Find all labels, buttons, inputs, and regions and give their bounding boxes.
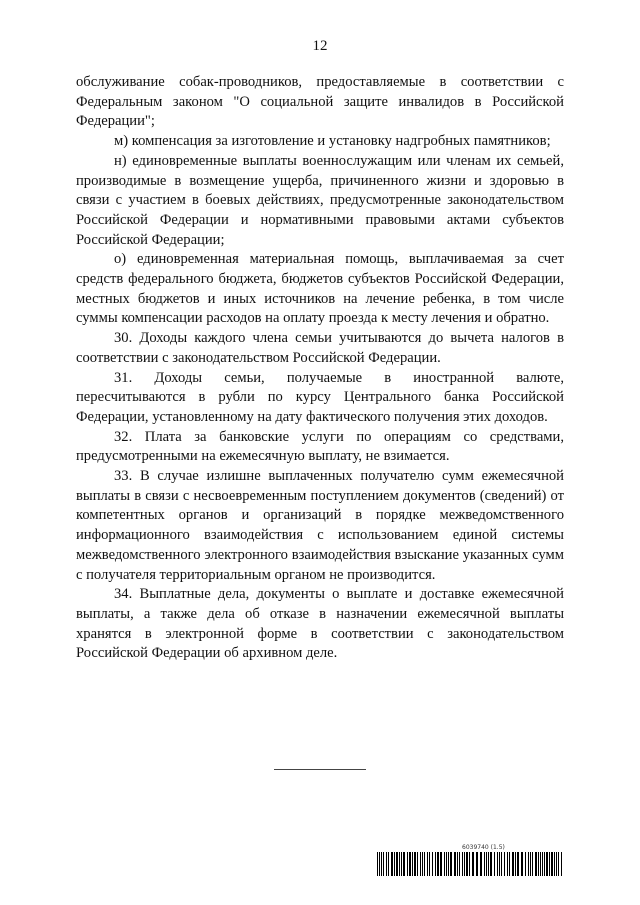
barcode-number: 6039740 (1.5) (462, 844, 505, 851)
document-body (76, 73, 564, 664)
paragraph-item-o: о) единовременная материальная помощь, выплачиваемая за счет средств федерального бюджета, бюджетов субъектов Российской Федерации, местных бюджетов и иных источников на лечение ребенка, в том числе суммы компенсации расходов на оплату проезда к месту лечения и обратно. (76, 251, 564, 327)
paragraph-continuation: обслуживание собак-проводников, предоставляемые в соответствии с Федеральным законом "О социальной защите инвалидов в Российской Федерации"; (76, 74, 564, 130)
end-divider-line (274, 769, 366, 770)
paragraph-33: 33. В случае излишне выплаченных получателю сумм ежемесячной выплаты в связи с несвоевременным поступлением документов (сведений) от компетентных органов и организаций в порядке межведомственного информационного взаимодействия с использованием единой системы межведомственного электронного взаимодействия взыскание указанных сумм с получателя территориальным органом не производится. (76, 468, 564, 583)
paragraph-31: 31. Доходы семьи, получаемые в иностранной валюте, пересчитываются в рубли по курсу Центрального банка Российской Федерации, установленному на дату фактического получения этих доходов. (76, 369, 564, 425)
paragraph-30: 30. Доходы каждого члена семьи учитываются до вычета налогов в соответствии с законодательством Российской Федерации. (76, 330, 564, 366)
barcode-icon (377, 852, 563, 876)
paragraph-item-m: м) компенсация за изготовление и установку надгробных памятников; (114, 133, 551, 150)
paragraph-34: 34. Выплатные дела, документы о выплате и доставке ежемесячной выплаты, а также дела об отказе в назначении ежемесячной выплаты хранятся в электронной форме в соответствии с законодательством Российской Федерации об архивном деле. (76, 586, 564, 662)
paragraph-item-n: н) единовременные выплаты военнослужащим или членам их семьей, производимые в возмещение ущерба, причиненного жизни и здоровью в связи с участием в боевых действиях, предусмотренные законодательством Российской Федерации и нормативными правовыми актами субъектов Российской Федерации; (76, 152, 564, 248)
page-number: 12 (312, 38, 328, 54)
paragraph-32: 32. Плата за банковские услуги по операциям со средствами, предусмотренными на ежемесячную выплату, не взимается. (76, 428, 564, 465)
